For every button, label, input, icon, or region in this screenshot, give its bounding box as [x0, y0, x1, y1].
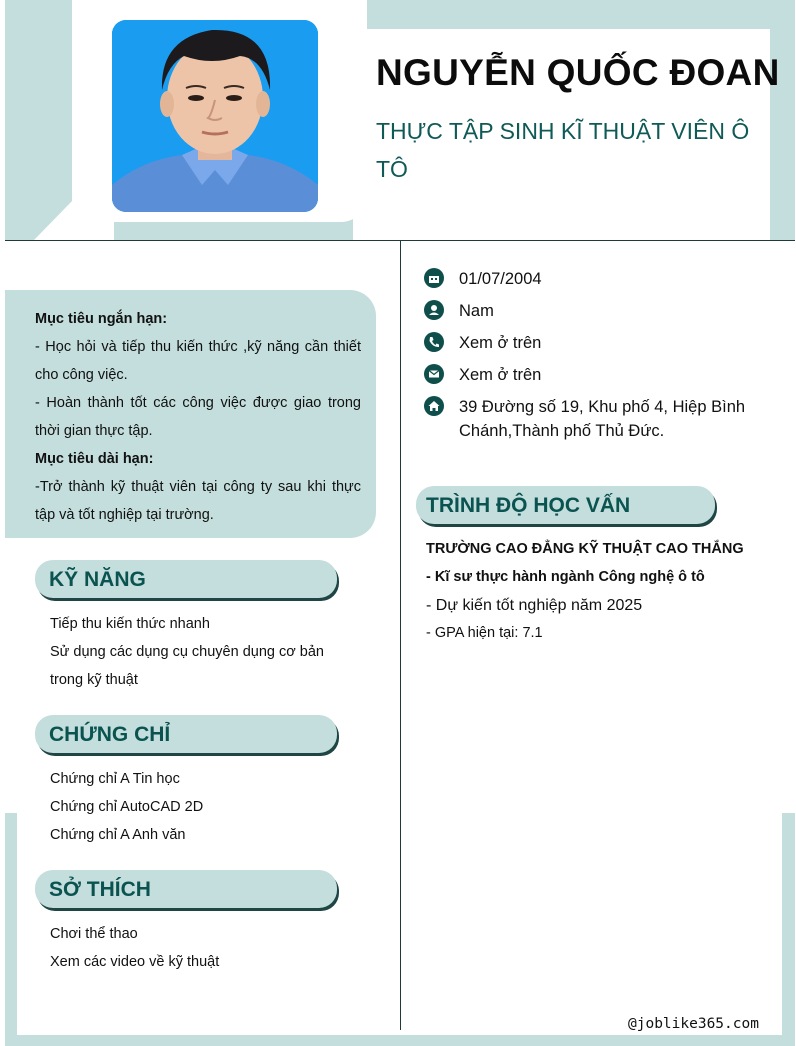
- hobbies-heading: SỞ THÍCH: [49, 878, 151, 901]
- short-term-item: - Hoàn thành tốt các công việc được giao trong thời gian thực tập.: [35, 395, 361, 439]
- skills-heading: KỸ NĂNG: [49, 568, 146, 591]
- contact-dob: [424, 267, 764, 291]
- hobbies-heading-pill: [35, 870, 337, 908]
- objective-text: [35, 305, 361, 529]
- long-term-heading: Mục tiêu dài hạn:: [35, 451, 154, 467]
- list-item: Tiếp thu kiến thức nhanh: [50, 616, 210, 632]
- list-item: Chơi thể thao: [50, 926, 138, 942]
- list-item: Chứng chỉ A Tin học: [50, 771, 180, 787]
- long-term-item: -Trở thành kỹ thuật viên tại công ty sau khi thực tập và tốt nghiệp tại trường.: [35, 479, 361, 523]
- column-divider: [400, 240, 401, 1030]
- phone-value: Xem ở trên: [459, 334, 542, 352]
- certificates-heading-pill: [35, 715, 337, 753]
- contact-phone[interactable]: [424, 331, 764, 355]
- contact-address: [424, 395, 764, 443]
- list-item: Xem các video về kỹ thuật: [50, 954, 220, 970]
- certificates-heading: CHỨNG CHỈ: [49, 723, 171, 746]
- skills-list: [50, 610, 342, 694]
- gpa: - GPA hiện tại: 7.1: [426, 625, 543, 641]
- job-title: THỰC TẬP SINH KĨ THUẬT VIÊN Ô TÔ: [376, 118, 750, 182]
- mail-icon: [424, 364, 444, 384]
- email-value: Xem ở trên: [459, 366, 542, 384]
- photo-frame-corner: [34, 199, 74, 240]
- home-icon: [424, 396, 444, 416]
- education-heading: TRÌNH ĐỘ HỌC VẤN: [426, 494, 631, 517]
- certificates-list: [50, 765, 342, 849]
- user-icon: [424, 300, 444, 320]
- gender-value: Nam: [459, 302, 494, 320]
- profile-photo: [112, 20, 318, 212]
- graduation: - Dự kiến tốt nghiệp năm 2025: [426, 597, 643, 614]
- skills-heading-pill: [35, 560, 337, 598]
- short-term-heading: Mục tiêu ngắn hạn:: [35, 311, 168, 327]
- school-name: TRƯỜNG CAO ĐẲNG KỸ THUẬT CAO THẮNG: [426, 541, 744, 557]
- watermark: @joblike365.com: [628, 1016, 759, 1032]
- short-term-item: - Học hỏi và tiếp thu kiến thức ,kỹ năng cần thiết cho công việc.: [35, 339, 361, 383]
- calendar-icon: [424, 268, 444, 288]
- major: - Kĩ sư thực hành ngành Công nghệ ô tô: [426, 569, 705, 585]
- phone-icon: [424, 332, 444, 352]
- list-item: Chứng chỉ AutoCAD 2D: [50, 799, 204, 815]
- address-value: 39 Đường số 19, Khu phố 4, Hiệp Bình Chánh,Thành phố Thủ Đức.: [459, 398, 746, 440]
- contact-gender: [424, 299, 764, 323]
- candidate-name: NGUYỄN QUỐC ĐOAN: [376, 52, 780, 93]
- dob-value: 01/07/2004: [459, 270, 542, 288]
- list-item: Chứng chỉ A Anh văn: [50, 827, 186, 843]
- education-heading-pill: [416, 486, 715, 524]
- contact-email[interactable]: [424, 363, 764, 387]
- photo-frame-corner-fill: [74, 199, 114, 240]
- list-item: Sử dụng các dụng cụ chuyên dụng cơ bản trong kỹ thuật: [50, 644, 324, 688]
- hobbies-list: [50, 920, 342, 976]
